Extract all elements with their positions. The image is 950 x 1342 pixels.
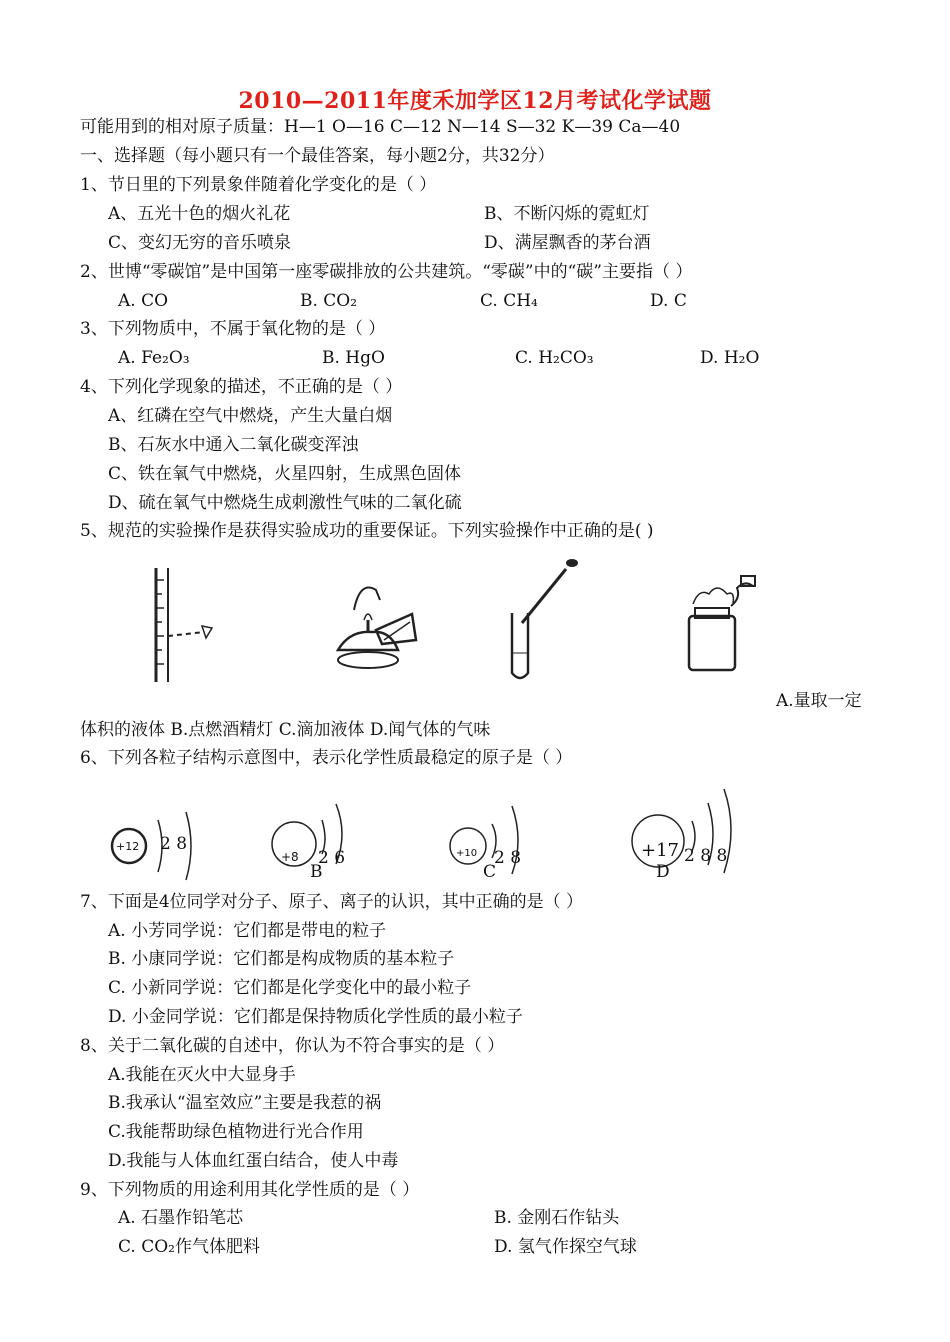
q9-option-a: A. 石墨作铅笔芯 — [118, 1208, 244, 1228]
section-heading: 一、选择题（每小题只有一个最佳答案，每小题2分，共32分） — [80, 146, 555, 166]
atom-structure-c — [448, 800, 568, 880]
atom-c-nucleus: +10 — [456, 848, 478, 859]
question-8-stem: 8、关于二氧化碳的自述中，你认为不符合事实的是（ ） — [80, 1036, 505, 1056]
q4-option-a: A、红磷在空气中燃烧，产生大量白烟 — [108, 406, 393, 426]
q8-option-b: B.我承认“温室效应”主要是我惹的祸 — [108, 1093, 382, 1113]
q5-options-tail: A.量取一定 — [776, 691, 862, 711]
q2-option-a: A. CO — [118, 291, 169, 311]
q9-option-d: D. 氢气作探空气球 — [494, 1237, 637, 1257]
q2-option-b: B. CO₂ — [300, 291, 358, 311]
atom-a-shells: 2 8 — [160, 834, 188, 854]
atom-b-label: B — [310, 862, 323, 882]
q8-option-d: D.我能与人体血红蛋白结合，使人中毒 — [108, 1151, 399, 1171]
q9-option-b: B. 金刚石作钻头 — [494, 1208, 620, 1228]
q5-options-line: 体积的液体 B.点燃酒精灯 C.滴加液体 D.闻气体的气味 — [80, 720, 491, 740]
q7-option-c: C. 小新同学说：它们都是化学变化中的最小粒子 — [108, 978, 472, 998]
atom-d-label: D — [656, 862, 670, 882]
q4-option-b: B、石灰水中通入二氧化碳变浑浊 — [108, 435, 359, 455]
question-5-stem: 5、规范的实验操作是获得实验成功的重要保证。下列实验操作中正确的是( ) — [80, 521, 654, 541]
question-1-stem: 1、节日里的下列景象伴随着化学变化的是（ ） — [80, 175, 437, 195]
q7-option-b: B. 小康同学说：它们都是构成物质的基本粒子 — [108, 949, 455, 969]
q2-option-c: C. CH₄ — [480, 291, 538, 311]
question-9-stem: 9、下列物质的用途利用其化学性质的是（ ） — [80, 1180, 420, 1200]
question-2-stem: 2、世博“零碳馆”是中国第一座零碳排放的公共建筑。“零碳”中的“碳”主要指（ ） — [80, 262, 693, 282]
question-6-stem: 6、下列各粒子结构示意图中，表示化学性质最稳定的原子是（ ） — [80, 748, 573, 768]
q3-option-a: A. Fe₂O₃ — [118, 348, 190, 368]
question-4-stem: 4、下列化学现象的描述，不正确的是（ ） — [80, 377, 403, 397]
dropper-test-tube-illustration — [500, 555, 590, 685]
question-3-stem: 3、下列物质中，不属于氧化物的是（ ） — [80, 319, 386, 339]
alcohol-lamp-illustration — [320, 570, 430, 680]
atom-a-nucleus: +12 — [116, 840, 140, 853]
q3-option-c: C. H₂CO₃ — [515, 348, 594, 368]
atom-c-shells: 2 8 — [494, 848, 522, 868]
q1-option-d: D、满屋飘香的茅台酒 — [484, 233, 651, 253]
exam-title: 2010—2011年度禾加学区12月考试化学试题 — [238, 88, 712, 114]
q7-option-d: D. 小金同学说：它们都是保持物质化学性质的最小粒子 — [108, 1007, 523, 1027]
q1-option-c: C、变幻无穷的音乐喷泉 — [108, 233, 292, 253]
q4-option-d: D、硫在氧气中燃烧生成刺激性气味的二氧化硫 — [108, 493, 462, 513]
q8-option-a: A.我能在灭火中大显身手 — [108, 1065, 296, 1085]
q1-option-b: B、不断闪烁的霓虹灯 — [484, 204, 650, 224]
gas-bottle-illustration — [675, 570, 765, 680]
atom-d-nucleus: +17 — [641, 840, 679, 861]
q9-option-c: C. CO₂作气体肥料 — [118, 1237, 260, 1257]
atom-d-shells: 2 8 8 — [684, 846, 728, 866]
atom-b-nucleus: +8 — [281, 850, 299, 864]
q4-option-c: C、铁在氧气中燃烧，火星四射，生成黑色固体 — [108, 464, 462, 484]
q3-option-b: B. HgO — [322, 348, 385, 368]
atom-c-label: C — [483, 862, 497, 882]
atom-b-shells: 2 6 — [318, 848, 346, 868]
question-7-stem: 7、下面是4位同学对分子、原子、离子的认识，其中正确的是（ ） — [80, 892, 584, 912]
q1-option-a: A、五光十色的烟火礼花 — [108, 204, 291, 224]
graduated-cylinder-illustration — [140, 560, 230, 690]
atomic-masses: 可能用到的相对原子质量：H—1 O—16 C—12 N—14 S—32 K—39 Ca—40 — [80, 117, 681, 137]
q8-option-c: C.我能帮助绿色植物进行光合作用 — [108, 1122, 364, 1142]
q3-option-d: D. H₂O — [700, 348, 760, 368]
atom-structure-b — [270, 800, 390, 880]
q7-option-a: A. 小芳同学说：它们都是带电的粒子 — [108, 921, 387, 941]
q2-option-d: D. C — [650, 291, 687, 311]
